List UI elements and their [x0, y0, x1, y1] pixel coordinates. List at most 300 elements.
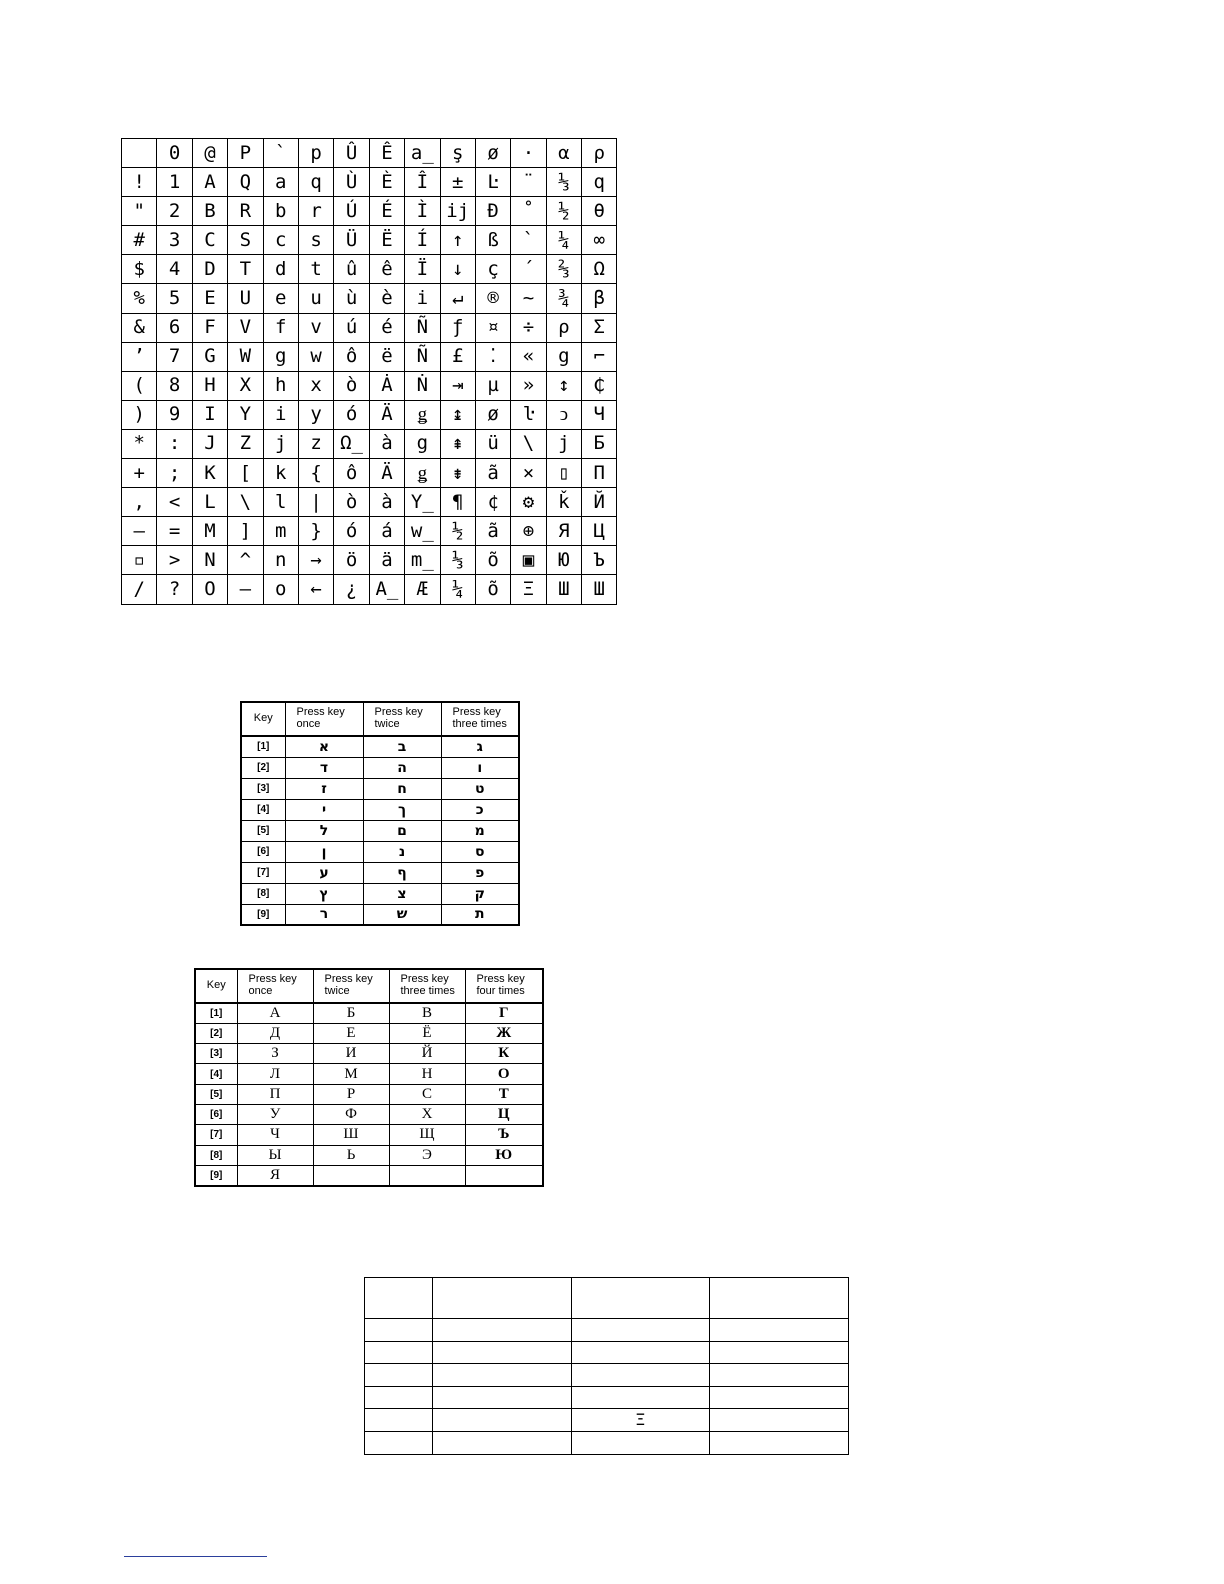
- char-cell: ↕: [546, 371, 581, 400]
- key-cell: [7]: [195, 1125, 237, 1145]
- table-row: [195, 1084, 543, 1104]
- letter-cell: ת: [441, 904, 519, 925]
- char-cell: ¨: [511, 168, 546, 197]
- char-cell: ▯: [546, 459, 581, 488]
- char-cell: –: [122, 517, 157, 546]
- char-cell: ↵: [440, 284, 475, 313]
- char-cell: k: [263, 459, 298, 488]
- char-cell: d: [263, 255, 298, 284]
- char-cell: `: [511, 226, 546, 255]
- letter-cell: Н: [389, 1064, 465, 1084]
- header-twice: Press key twice: [313, 969, 389, 1003]
- letter-cell: ט: [441, 778, 519, 799]
- char-cell: t: [298, 255, 333, 284]
- key-cell: [9]: [241, 904, 285, 925]
- char-cell: ↨: [440, 400, 475, 429]
- char-cell: s: [298, 226, 333, 255]
- char-cell: U: [228, 284, 263, 313]
- key-cell: [5]: [195, 1084, 237, 1104]
- header-three-times: Press key three times: [441, 702, 519, 736]
- char-cell: [: [228, 459, 263, 488]
- char-cell: D: [192, 255, 227, 284]
- char-cell: ê: [369, 255, 404, 284]
- char-cell: p: [298, 139, 333, 168]
- letter-cell: ן: [285, 841, 363, 862]
- table-row: [195, 1145, 543, 1165]
- char-cell: Ì: [405, 197, 440, 226]
- char-cell: ·: [511, 139, 546, 168]
- header-once: Press key once: [285, 702, 363, 736]
- key-cell: [3]: [195, 1044, 237, 1064]
- char-cell: o: [263, 575, 298, 604]
- char-cell: ): [122, 400, 157, 429]
- key-cell: [9]: [195, 1165, 237, 1185]
- table-row: [241, 799, 519, 820]
- char-cell: Ŀ: [475, 168, 510, 197]
- table-row: [122, 575, 617, 604]
- header-once: Press key once: [237, 969, 313, 1003]
- char-cell: Ï: [405, 255, 440, 284]
- letter-cell: ד: [285, 757, 363, 778]
- char-cell: Ñ: [405, 313, 440, 342]
- char-cell: K: [192, 459, 227, 488]
- char-cell: β: [582, 284, 617, 313]
- char-cell: Ä: [369, 400, 404, 429]
- char-cell: ∞: [582, 226, 617, 255]
- letter-cell: З: [237, 1044, 313, 1064]
- char-cell: 2: [157, 197, 192, 226]
- letter-cell: נ: [363, 841, 441, 862]
- letter-cell: Ж: [465, 1023, 543, 1043]
- char-cell: ´: [511, 255, 546, 284]
- char-cell: x: [298, 371, 333, 400]
- letter-cell: ר: [285, 904, 363, 925]
- letter-cell: ך: [363, 799, 441, 820]
- char-cell: 4: [157, 255, 192, 284]
- letter-cell: Х: [389, 1104, 465, 1124]
- table-row: [122, 546, 617, 575]
- char-cell: ~: [511, 284, 546, 313]
- char-cell: Ñ: [405, 342, 440, 371]
- char-cell: Ъ: [582, 546, 617, 575]
- letter-cell: א: [285, 736, 363, 757]
- char-cell: Ю: [546, 546, 581, 575]
- char-cell: ρ: [582, 139, 617, 168]
- table-row: [195, 1023, 543, 1043]
- char-cell: ¾: [546, 284, 581, 313]
- char-cell: $: [122, 255, 157, 284]
- char-cell: õ: [475, 546, 510, 575]
- char-cell: @: [192, 139, 227, 168]
- char-cell: M: [192, 517, 227, 546]
- letter-cell: ו: [441, 757, 519, 778]
- char-cell: 1: [157, 168, 192, 197]
- char-cell: ’: [122, 342, 157, 371]
- char-cell: i: [263, 400, 298, 429]
- char-cell: j: [546, 429, 581, 458]
- letter-cell: И: [313, 1044, 389, 1064]
- table-row: [122, 284, 617, 313]
- char-cell: ú: [334, 313, 369, 342]
- char-cell: ;: [157, 459, 192, 488]
- char-cell: ó: [334, 517, 369, 546]
- char-cell: Ü: [334, 226, 369, 255]
- char-cell: Б: [582, 429, 617, 458]
- char-cell: 0: [157, 139, 192, 168]
- char-cell: (: [122, 371, 157, 400]
- char-cell: w: [298, 342, 333, 371]
- table-row: [365, 1386, 849, 1409]
- letter-cell: Ф: [313, 1104, 389, 1124]
- table-row: [365, 1319, 849, 1342]
- char-cell: A̲: [369, 575, 404, 604]
- char-cell: ø: [475, 400, 510, 429]
- letter-cell: ע: [285, 862, 363, 883]
- letter-cell: ל: [285, 820, 363, 841]
- char-cell: Ч: [582, 400, 617, 429]
- char-cell: ⊕: [511, 517, 546, 546]
- letter-cell: ץ: [285, 883, 363, 904]
- char-cell: ↑: [440, 226, 475, 255]
- char-cell: µ: [475, 371, 510, 400]
- letter-cell: ז: [285, 778, 363, 799]
- char-cell: b: [263, 197, 298, 226]
- letter-cell: Я: [237, 1165, 313, 1185]
- char-cell: G: [192, 342, 227, 371]
- letter-cell: Ё: [389, 1023, 465, 1043]
- char-cell: →: [298, 546, 333, 575]
- char-cell: Ш: [582, 575, 617, 604]
- char-cell: ë: [369, 342, 404, 371]
- letter-cell: ם: [363, 820, 441, 841]
- char-cell: h: [263, 371, 298, 400]
- char-cell: z: [298, 429, 333, 458]
- char-cell: £: [440, 342, 475, 371]
- char-cell: N: [192, 546, 227, 575]
- table-row: [241, 904, 519, 925]
- char-cell: T: [228, 255, 263, 284]
- char-cell: ⅓: [546, 168, 581, 197]
- table-row: [122, 197, 617, 226]
- char-cell: c: [263, 226, 298, 255]
- char-cell: m: [263, 517, 298, 546]
- char-cell: ↄ: [546, 400, 581, 429]
- char-cell: B: [192, 197, 227, 226]
- header-four-times: Press key four times: [465, 969, 543, 1003]
- table-row: [122, 517, 617, 546]
- table-row: [241, 820, 519, 841]
- table-row: [241, 841, 519, 862]
- char-cell: ↓: [440, 255, 475, 284]
- key-cell: [3]: [241, 778, 285, 799]
- letter-cell: Д: [237, 1023, 313, 1043]
- char-cell: ä: [369, 546, 404, 575]
- letter-cell: С: [389, 1084, 465, 1104]
- letter-cell: ש: [363, 904, 441, 925]
- char-cell: ƒ: [440, 313, 475, 342]
- letter-cell: י: [285, 799, 363, 820]
- char-cell: Ω̲: [334, 429, 369, 458]
- table-row: [365, 1278, 849, 1319]
- char-cell: Í: [405, 226, 440, 255]
- char-cell: f: [263, 313, 298, 342]
- header-twice: Press key twice: [363, 702, 441, 736]
- char-cell: =: [157, 517, 192, 546]
- char-cell: L: [192, 488, 227, 517]
- char-cell: 3: [157, 226, 192, 255]
- table-row: [122, 342, 617, 371]
- char-cell: Z: [228, 429, 263, 458]
- letter-cell: Л: [237, 1064, 313, 1084]
- char-cell: n: [263, 546, 298, 575]
- table-row: [195, 1165, 543, 1185]
- letter-cell: ח: [363, 778, 441, 799]
- char-cell: S: [228, 226, 263, 255]
- char-cell: V: [228, 313, 263, 342]
- char-cell: 7: [157, 342, 192, 371]
- char-cell: –: [228, 575, 263, 604]
- letter-cell: Ы: [237, 1145, 313, 1165]
- char-cell: F: [192, 313, 227, 342]
- table-row: [195, 1003, 543, 1023]
- char-cell: Ȧ: [369, 371, 404, 400]
- char-cell: É: [369, 197, 404, 226]
- char-cell: ¢: [475, 488, 510, 517]
- char-cell: ®: [475, 284, 510, 313]
- table-row: [122, 488, 617, 517]
- char-cell: C: [192, 226, 227, 255]
- letter-cell: [389, 1165, 465, 1185]
- char-cell: à: [369, 488, 404, 517]
- char-cell: ±: [440, 168, 475, 197]
- char-cell: /: [122, 575, 157, 604]
- letter-cell: Й: [389, 1044, 465, 1064]
- letter-cell: Э: [389, 1145, 465, 1165]
- char-cell: ô: [334, 459, 369, 488]
- letter-cell: К: [465, 1044, 543, 1064]
- char-cell: õ: [475, 575, 510, 604]
- key-cell: [8]: [195, 1145, 237, 1165]
- char-cell: <: [157, 488, 192, 517]
- letter-cell: כ: [441, 799, 519, 820]
- char-cell: g: [405, 429, 440, 458]
- key-cell: [8]: [241, 883, 285, 904]
- table-row: [122, 313, 617, 342]
- char-cell: i: [405, 284, 440, 313]
- letter-cell: Ч: [237, 1125, 313, 1145]
- char-cell: Q: [228, 168, 263, 197]
- letter-cell: О: [465, 1064, 543, 1084]
- table-row: [122, 168, 617, 197]
- glyph-cell: Ξ: [572, 1409, 710, 1432]
- cyrillic-keypad-table: [194, 968, 544, 1187]
- char-cell: ã: [475, 459, 510, 488]
- char-cell: ¶: [440, 488, 475, 517]
- char-cell: &: [122, 313, 157, 342]
- char-cell: |: [298, 488, 333, 517]
- char-cell: q: [298, 168, 333, 197]
- char-cell: è: [369, 284, 404, 313]
- char-cell: ü: [475, 429, 510, 458]
- char-cell: r: [298, 197, 333, 226]
- char-cell: ß: [475, 226, 510, 255]
- char-cell: #: [122, 226, 157, 255]
- char-cell: q: [582, 168, 617, 197]
- char-cell: ₵: [582, 371, 617, 400]
- key-cell: [1]: [195, 1003, 237, 1023]
- key-cell: [2]: [241, 757, 285, 778]
- char-cell: Y: [228, 400, 263, 429]
- char-cell: g: [263, 342, 298, 371]
- char-cell: »: [511, 371, 546, 400]
- char-cell: *: [122, 429, 157, 458]
- char-cell: ⚙: [511, 488, 546, 517]
- char-cell: ": [122, 197, 157, 226]
- char-cell: w̲: [405, 517, 440, 546]
- table-row: [122, 429, 617, 458]
- key-cell: [6]: [241, 841, 285, 862]
- char-cell: ]: [228, 517, 263, 546]
- char-cell: ^: [228, 546, 263, 575]
- char-cell: !: [122, 168, 157, 197]
- char-cell: J: [192, 429, 227, 458]
- table-row: [365, 1431, 849, 1454]
- char-cell: ç: [475, 255, 510, 284]
- table-row: [365, 1409, 849, 1432]
- letter-cell: Т: [465, 1084, 543, 1104]
- char-cell: m̲: [405, 546, 440, 575]
- letter-cell: Щ: [389, 1125, 465, 1145]
- char-cell: ⇥: [440, 371, 475, 400]
- key-cell: [6]: [195, 1104, 237, 1124]
- char-cell: j: [263, 429, 298, 458]
- table-row: [365, 1364, 849, 1387]
- char-cell: Y̲: [405, 488, 440, 517]
- char-cell: 5: [157, 284, 192, 313]
- letter-cell: Ш: [313, 1125, 389, 1145]
- letter-cell: ה: [363, 757, 441, 778]
- table-row: [122, 400, 617, 429]
- char-cell: Ц: [582, 517, 617, 546]
- letter-cell: ף: [363, 862, 441, 883]
- char-cell: ò: [334, 488, 369, 517]
- char-cell: l: [263, 488, 298, 517]
- char-cell: E: [192, 284, 227, 313]
- char-cell: ½: [546, 197, 581, 226]
- letter-cell: Ь: [313, 1145, 389, 1165]
- footnote-separator: [124, 1556, 267, 1557]
- char-cell: ø: [475, 139, 510, 168]
- char-cell: ⇟: [440, 459, 475, 488]
- char-cell: :: [157, 429, 192, 458]
- empty-table: [364, 1277, 849, 1455]
- char-cell: Ú: [334, 197, 369, 226]
- char-cell: Ш: [546, 575, 581, 604]
- letter-cell: Р: [313, 1084, 389, 1104]
- char-cell: {: [298, 459, 333, 488]
- char-cell: ¼: [440, 575, 475, 604]
- char-cell: ,: [122, 488, 157, 517]
- char-cell: y: [298, 400, 333, 429]
- letter-cell: В: [389, 1003, 465, 1023]
- char-cell: ö: [334, 546, 369, 575]
- table-row: [241, 778, 519, 799]
- char-cell: à: [369, 429, 404, 458]
- char-cell: П: [582, 459, 617, 488]
- char-cell: a̲: [405, 139, 440, 168]
- char-cell: ⁚: [475, 342, 510, 371]
- char-cell: ŀ: [511, 400, 546, 429]
- char-cell: Ξ: [511, 575, 546, 604]
- char-cell: v: [298, 313, 333, 342]
- char-cell: R: [228, 197, 263, 226]
- char-cell: [122, 139, 157, 168]
- char-cell: Û: [334, 139, 369, 168]
- table-row: [195, 1125, 543, 1145]
- char-cell: ò: [334, 371, 369, 400]
- char-cell: Й: [582, 488, 617, 517]
- char-cell: }: [298, 517, 333, 546]
- table-row: [195, 1064, 543, 1084]
- table-row: [241, 736, 519, 757]
- table-row: [241, 883, 519, 904]
- table-row: [195, 1104, 543, 1124]
- char-cell: á: [369, 517, 404, 546]
- table-row: [122, 459, 617, 488]
- key-cell: [4]: [195, 1064, 237, 1084]
- table-row: [122, 255, 617, 284]
- key-cell: [2]: [195, 1023, 237, 1043]
- key-cell: [1]: [241, 736, 285, 757]
- char-cell: ǥ: [405, 400, 440, 429]
- letter-cell: Г: [465, 1003, 543, 1023]
- char-cell: ⌐: [582, 342, 617, 371]
- char-cell: Ê: [369, 139, 404, 168]
- char-cell: «: [511, 342, 546, 371]
- char-cell: ˚: [511, 197, 546, 226]
- char-cell: ù: [334, 284, 369, 313]
- header-key: Key: [241, 702, 285, 736]
- char-cell: W: [228, 342, 263, 371]
- char-cell: ǩ: [546, 488, 581, 517]
- letter-cell: צ: [363, 883, 441, 904]
- char-cell: θ: [582, 197, 617, 226]
- table-row: [122, 371, 617, 400]
- char-cell: 6: [157, 313, 192, 342]
- header-key: Key: [195, 969, 237, 1003]
- char-cell: ρ: [546, 313, 581, 342]
- char-cell: P: [228, 139, 263, 168]
- char-cell: α: [546, 139, 581, 168]
- letter-cell: מ: [441, 820, 519, 841]
- char-cell: ǥ: [405, 459, 440, 488]
- char-cell: ÷: [511, 313, 546, 342]
- table-row: [122, 139, 617, 168]
- char-cell: Î: [405, 168, 440, 197]
- hebrew-keypad-table: [240, 701, 520, 926]
- letter-cell: [313, 1165, 389, 1185]
- char-cell: ×: [511, 459, 546, 488]
- key-cell: [5]: [241, 820, 285, 841]
- char-cell: ó: [334, 400, 369, 429]
- char-cell: Ω: [582, 255, 617, 284]
- char-cell: e: [263, 284, 298, 313]
- char-cell: Ë: [369, 226, 404, 255]
- char-cell: a: [263, 168, 298, 197]
- letter-cell: Ю: [465, 1145, 543, 1165]
- character-set-grid: [121, 138, 617, 605]
- char-cell: \: [228, 488, 263, 517]
